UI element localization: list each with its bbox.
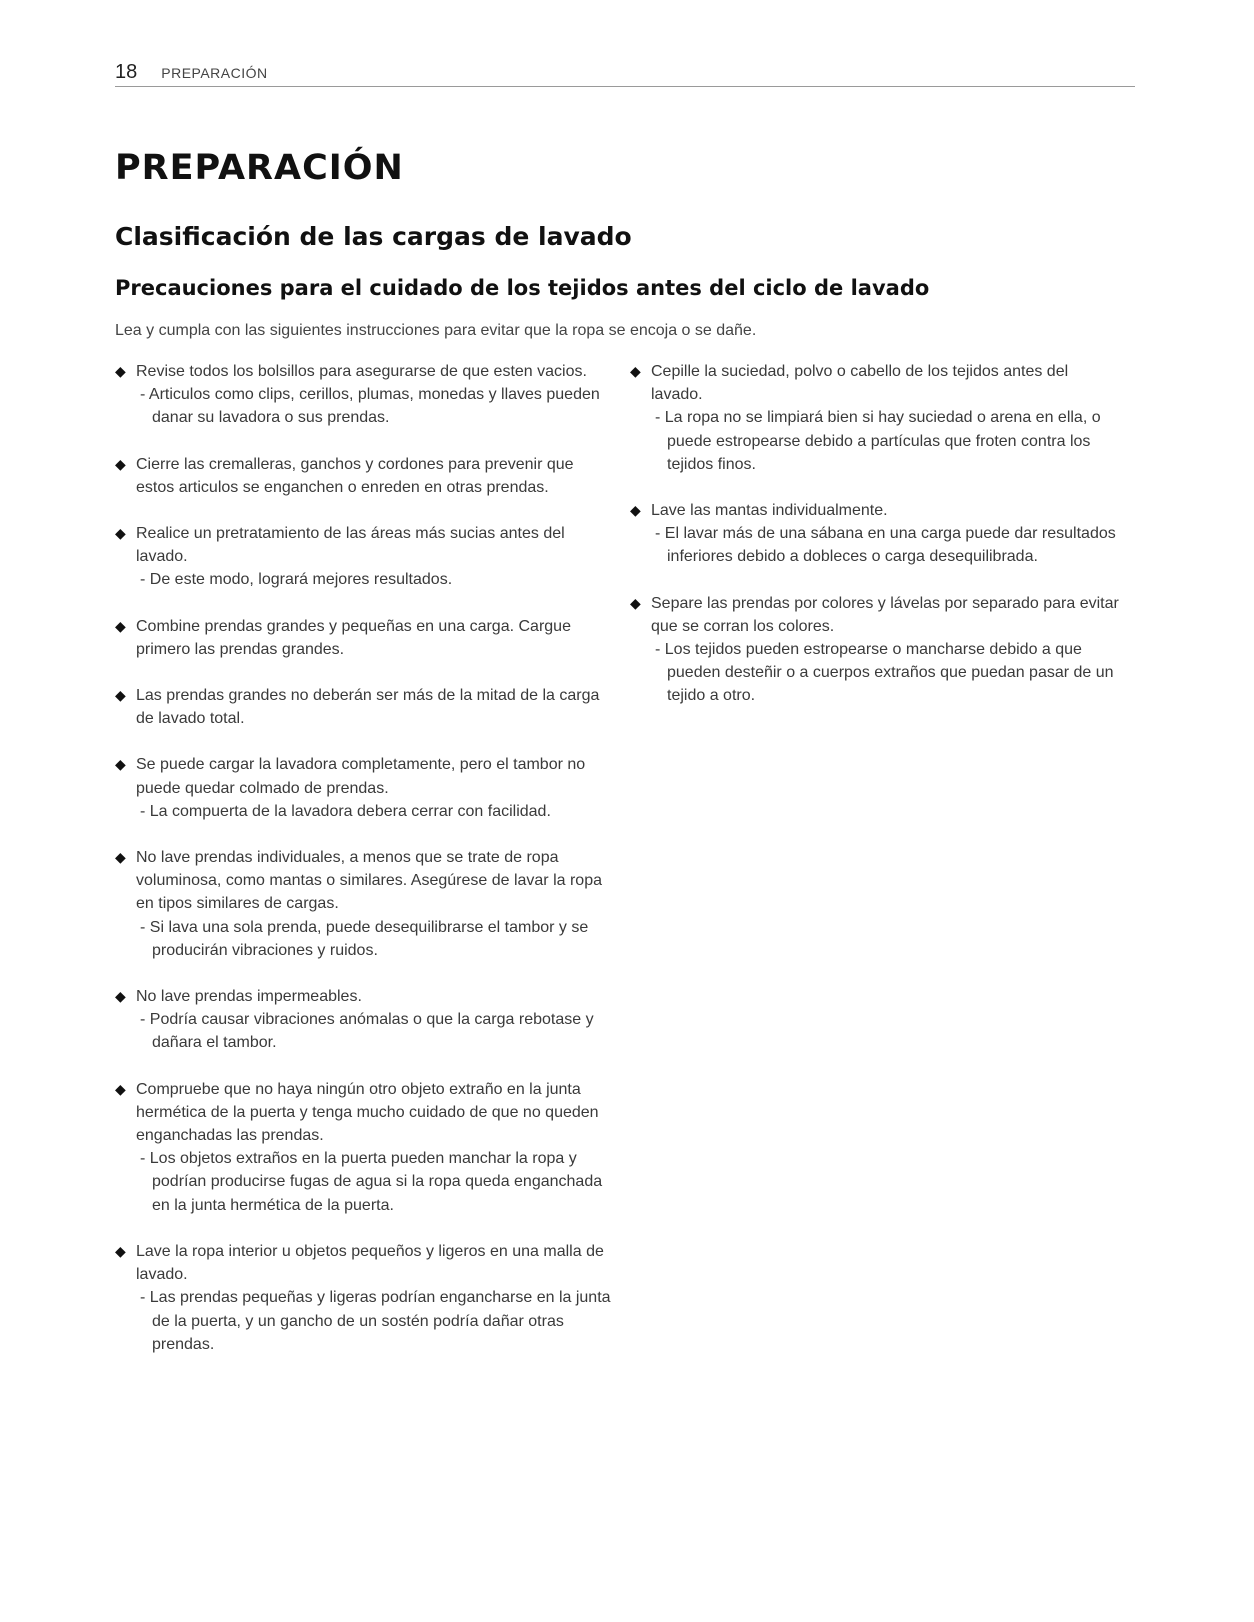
list-item bbox=[115, 360, 615, 430]
item-subnote: - La compuerta de la lavadora debera cerrar con facilidad. bbox=[140, 802, 551, 820]
diamond-bullet-icon: ◆ bbox=[115, 1080, 126, 1097]
diamond-bullet-icon: ◆ bbox=[115, 756, 126, 773]
item-text: Se puede cargar la lavadora completamente, pero el tambor no puede quedar colmado de prendas. bbox=[136, 756, 586, 797]
intro-paragraph: Lea y cumpla con las siguientes instrucciones para evitar que la ropa se encoja o se dañe. bbox=[115, 322, 757, 339]
diamond-bullet-icon: ◆ bbox=[115, 849, 126, 866]
page-title: PREPARACIÓN bbox=[115, 148, 404, 188]
diamond-bullet-icon: ◆ bbox=[630, 594, 641, 611]
list-item bbox=[630, 360, 1120, 476]
item-subnote: - El lavar más de una sábana en una carga puede dar resultados inferiores debido a dobleces o carga desequilibrada. bbox=[655, 525, 1116, 566]
item-text: Realice un pretratamiento de las áreas más sucias antes del lavado. bbox=[136, 525, 565, 566]
item-text: No lave prendas individuales, a menos que se trate de ropa voluminosa, como mantas o similares. Asegúrese de lavar la ropa en tipos similares de cargas. bbox=[136, 849, 602, 913]
item-text: Lave las mantas individualmente. bbox=[651, 502, 888, 520]
item-subnote: - Los tejidos pueden estropearse o mancharse debido a que pueden desteñir o a cuerpos extraños que puedan pasar de un tejido a otro. bbox=[655, 641, 1114, 705]
right-column bbox=[630, 360, 1120, 731]
item-text: Cierre las cremalleras, ganchos y cordones para prevenir que estos articulos se enganchen o enreden en otras prendas. bbox=[136, 455, 574, 496]
list-item bbox=[115, 684, 615, 730]
list-item bbox=[115, 1240, 615, 1356]
list-item bbox=[115, 985, 615, 1055]
item-subnote: - Articulos como clips, cerillos, plumas, monedas y llaves pueden danar su lavadora o sus prendas. bbox=[140, 386, 600, 427]
item-subnote: - La ropa no se limpiará bien si hay suciedad o arena en ella, o puede estropearse debido a partículas que froten contra los tejidos finos. bbox=[655, 409, 1101, 473]
subsection-heading: Precauciones para el cuidado de los tejidos antes del ciclo de lavado bbox=[115, 276, 930, 300]
diamond-bullet-icon: ◆ bbox=[630, 363, 641, 379]
diamond-bullet-icon: ◆ bbox=[115, 525, 126, 542]
item-text: Las prendas grandes no deberán ser más de la mitad de la carga de lavado total. bbox=[136, 687, 600, 728]
diamond-bullet-icon: ◆ bbox=[115, 687, 126, 704]
diamond-bullet-icon: ◆ bbox=[115, 988, 126, 1005]
list-item bbox=[115, 1078, 615, 1217]
section-heading: Clasificación de las cargas de lavado bbox=[115, 222, 632, 251]
list-item bbox=[630, 499, 1120, 569]
item-text: No lave prendas impermeables. bbox=[136, 988, 362, 1006]
page-header bbox=[115, 58, 1135, 87]
item-text: Separe las prendas por colores y lávelas por separado para evitar que se corran los colores. bbox=[651, 594, 1119, 635]
list-item bbox=[115, 453, 615, 499]
left-column bbox=[115, 360, 615, 1379]
list-item bbox=[115, 522, 615, 592]
diamond-bullet-icon: ◆ bbox=[115, 363, 126, 379]
list-item bbox=[115, 615, 615, 661]
diamond-bullet-icon: ◆ bbox=[115, 617, 126, 634]
item-subnote: - Los objetos extraños en la puerta pueden manchar la ropa y podrían producirse fugas de agua si la ropa queda enganchada en la junta hermética de la puerta. bbox=[140, 1150, 603, 1214]
running-title: PREPARACIÓN bbox=[161, 65, 268, 81]
list-item bbox=[115, 753, 615, 823]
diamond-bullet-icon: ◆ bbox=[115, 1242, 126, 1259]
page-number: 18 bbox=[115, 61, 138, 83]
diamond-bullet-icon: ◆ bbox=[630, 502, 641, 519]
item-text: Revise todos los bolsillos para asegurarse de que esten vacios. bbox=[136, 363, 587, 380]
item-subnote: - Las prendas pequeñas y ligeras podrían engancharse en la junta de la puerta, y un gancho de un sostén podría dañar otras prendas. bbox=[140, 1289, 611, 1353]
diamond-bullet-icon: ◆ bbox=[115, 455, 126, 472]
item-subnote: - De este modo, logrará mejores resultados. bbox=[140, 571, 453, 589]
item-text: Compruebe que no haya ningún otro objeto extraño en la junta hermética de la puerta y tenga mucho cuidado de que no queden enganchadas las prendas. bbox=[136, 1080, 599, 1145]
item-subnote: - Podría causar vibraciones anómalas o que la carga rebotase y dañara el tambor. bbox=[140, 1011, 594, 1052]
item-text: Combine prendas grandes y pequeñas en una carga. Cargue primero las prendas grandes. bbox=[136, 617, 571, 658]
item-text: Lave la ropa interior u objetos pequeños y ligeros en una malla de lavado. bbox=[136, 1242, 604, 1284]
list-item bbox=[630, 592, 1120, 708]
item-subnote: - Si lava una sola prenda, puede desequilibrarse el tambor y se producirán vibraciones y ruidos. bbox=[140, 918, 589, 959]
list-item bbox=[115, 846, 615, 962]
item-text: Cepille la suciedad, polvo o cabello de los tejidos antes del lavado. bbox=[651, 363, 1069, 404]
